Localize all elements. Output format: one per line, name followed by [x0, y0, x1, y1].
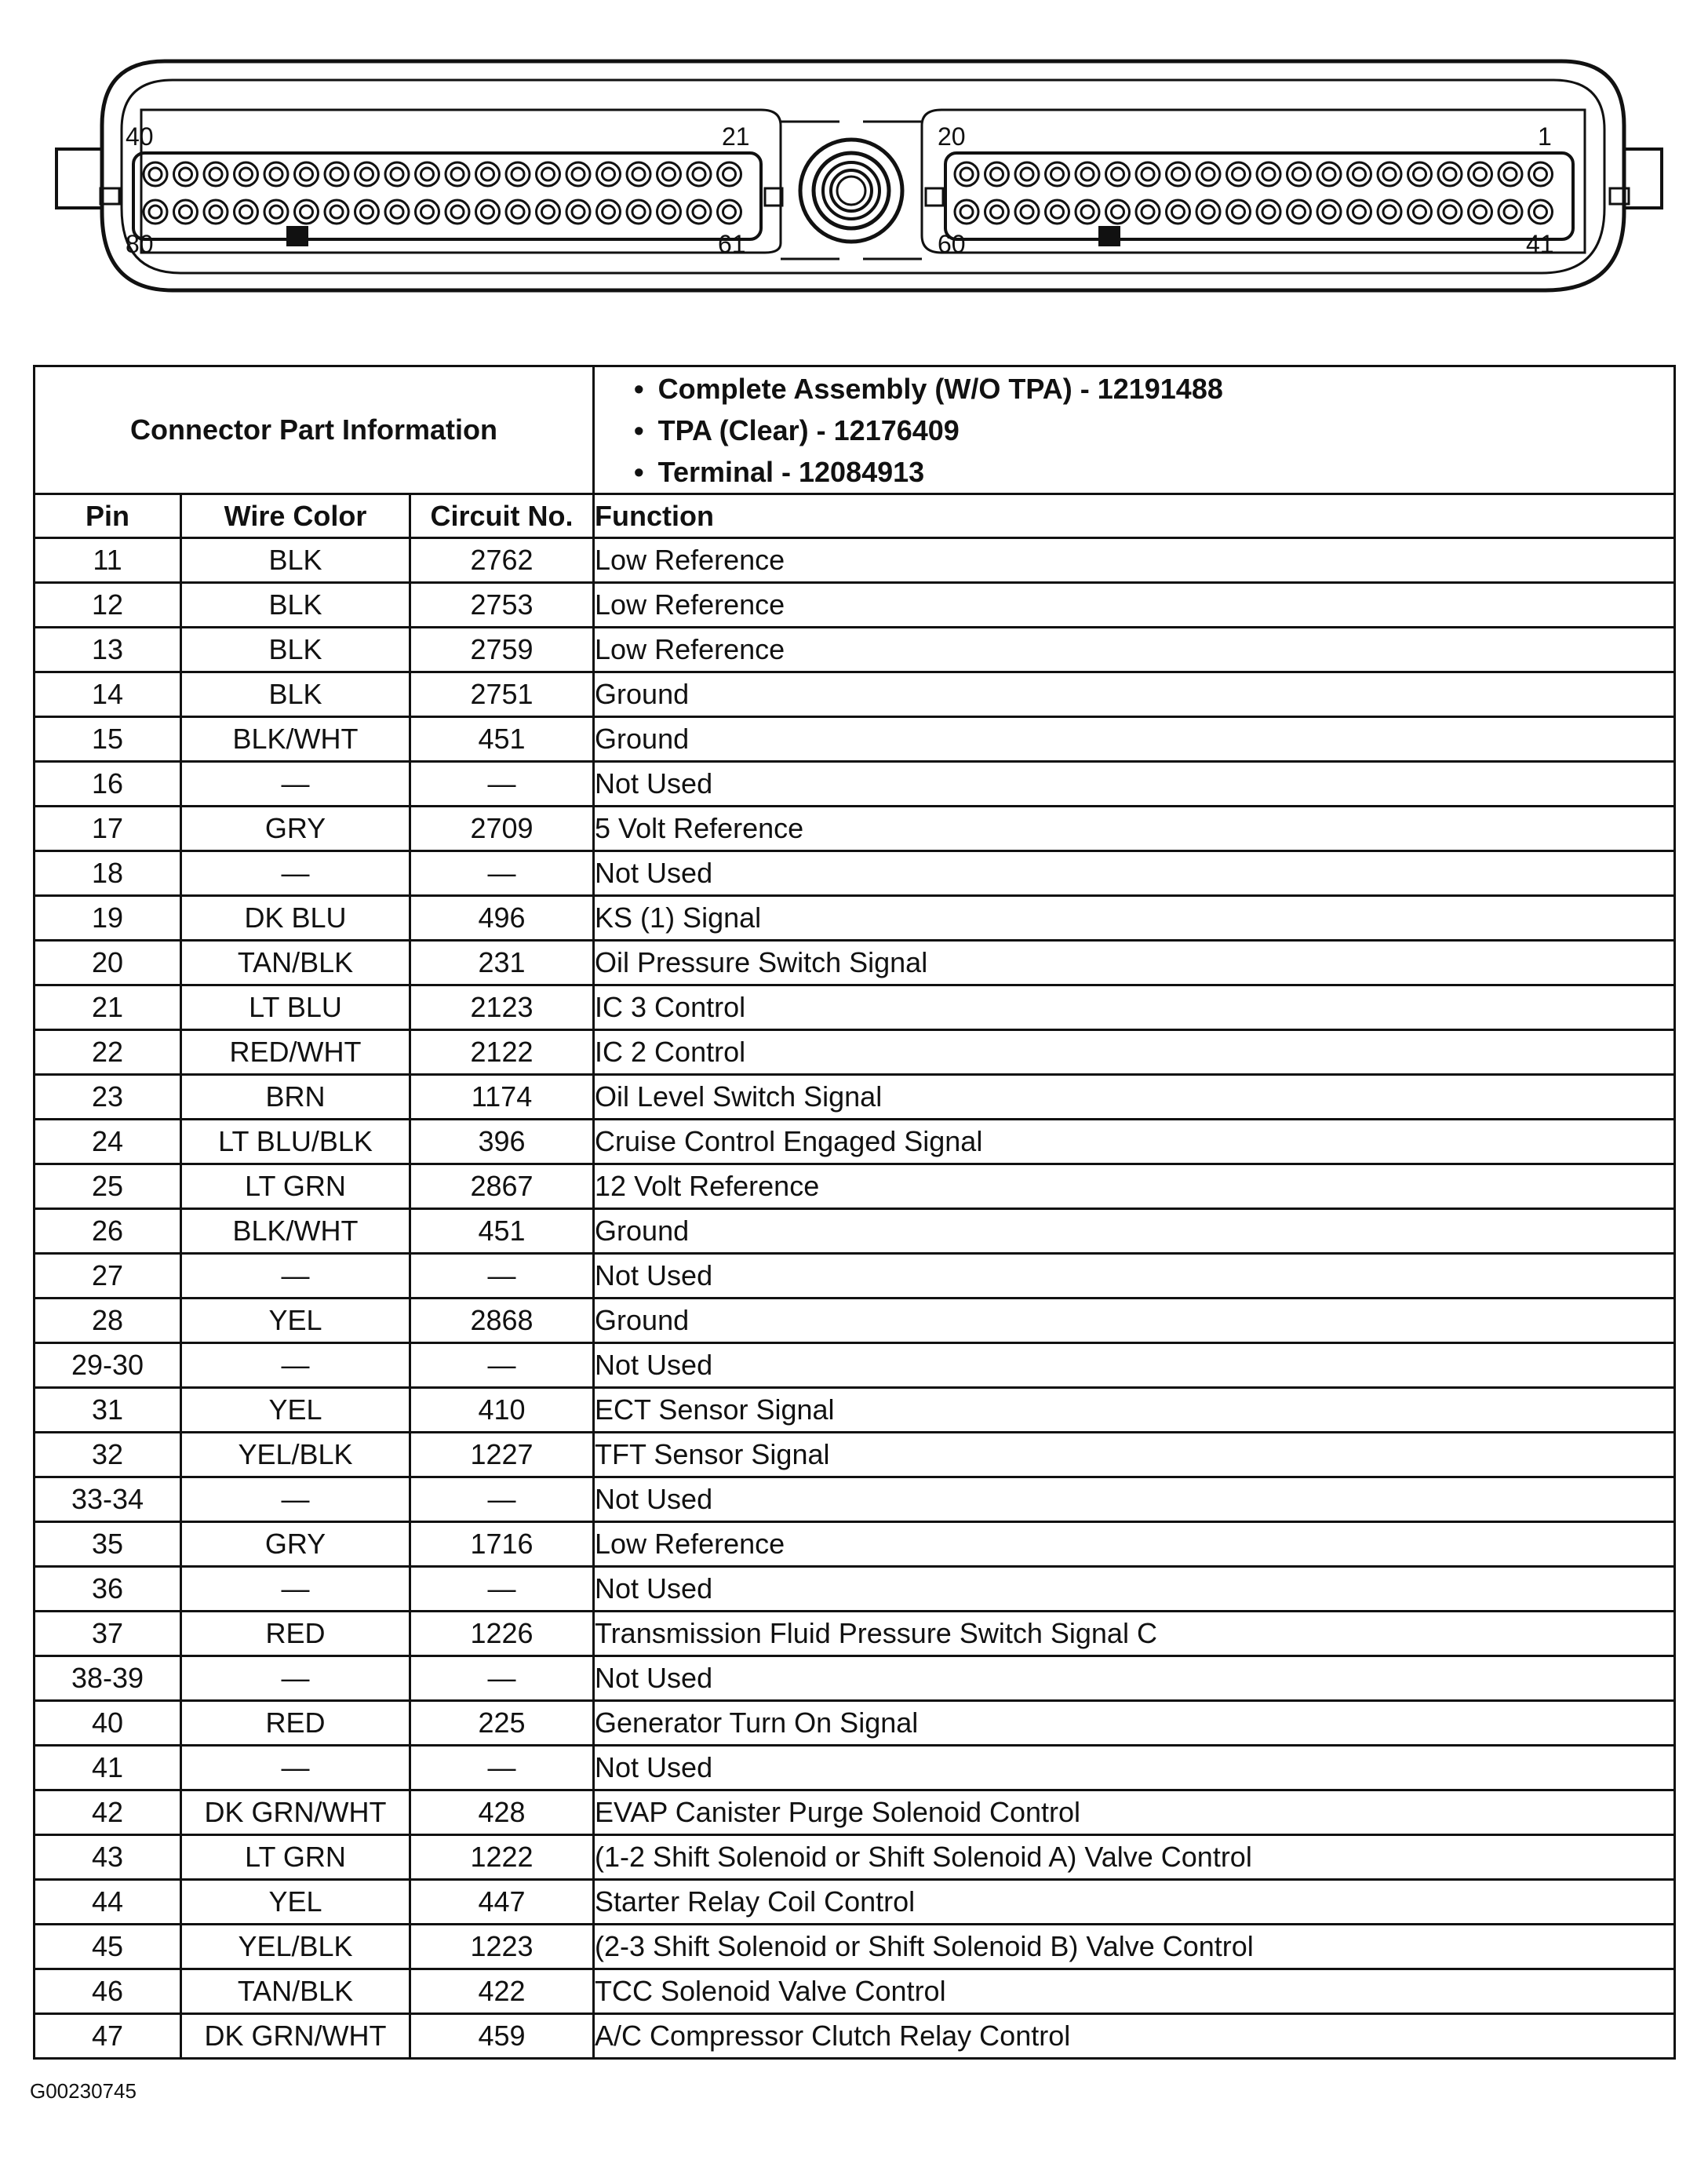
pin-socket: [295, 162, 319, 186]
pin-socket: [1287, 162, 1311, 186]
pin-socket: [1378, 162, 1401, 186]
circuit-no-cell: 459: [410, 2014, 594, 2059]
pin-socket: [1438, 162, 1462, 186]
connector-diagram: [55, 47, 1663, 306]
function-cell: Ground: [594, 1209, 1675, 1254]
circuit-no-cell: 2868: [410, 1299, 594, 1343]
circuit-no-cell: 1222: [410, 1835, 594, 1880]
wire-color-cell: —: [181, 762, 410, 807]
table-row: [35, 1656, 1675, 1701]
pin-socket: [1529, 162, 1553, 186]
pin-socket: [657, 200, 681, 224]
table-row: [35, 896, 1675, 941]
column-header-wire-color: Wire Color: [181, 494, 410, 538]
wire-color-cell: LT GRN: [181, 1835, 410, 1880]
column-header-function: Function: [594, 494, 1675, 538]
pin-socket: [325, 200, 348, 224]
circuit-no-cell: 2751: [410, 672, 594, 717]
wire-color-cell: YEL: [181, 1880, 410, 1925]
pin-socket: [657, 162, 681, 186]
table-row: [35, 1522, 1675, 1567]
pin-socket: [1408, 162, 1432, 186]
pin-socket: [204, 162, 228, 186]
pin-socket: [1408, 200, 1432, 224]
pin-label-61: 61: [718, 230, 746, 258]
wire-color-cell: BRN: [181, 1075, 410, 1120]
function-cell: Oil Level Switch Signal: [594, 1075, 1675, 1120]
pin-socket: [955, 200, 978, 224]
circuit-no-cell: 2867: [410, 1164, 594, 1209]
table-row: [35, 1164, 1675, 1209]
function-cell: Low Reference: [594, 628, 1675, 672]
function-cell: Not Used: [594, 1567, 1675, 1612]
pin-cell: 47: [35, 2014, 181, 2059]
pin-socket: [174, 162, 198, 186]
wire-color-cell: —: [181, 1343, 410, 1388]
pin-cell: 32: [35, 1433, 181, 1477]
pin-socket: [1348, 162, 1371, 186]
pin-socket: [1469, 200, 1492, 224]
wire-color-cell: GRY: [181, 807, 410, 851]
part-info-terminal: • Terminal - 12084913: [634, 451, 1673, 493]
function-cell: Ground: [594, 717, 1675, 762]
function-cell: TFT Sensor Signal: [594, 1433, 1675, 1477]
circuit-no-cell: 422: [410, 1969, 594, 2014]
pin-socket: [1076, 200, 1099, 224]
wire-color-cell: YEL/BLK: [181, 1925, 410, 1969]
pin-cell: 37: [35, 1612, 181, 1656]
function-cell: KS (1) Signal: [594, 896, 1675, 941]
pin-socket: [1529, 200, 1553, 224]
pin-socket: [955, 162, 978, 186]
pin-cell: 35: [35, 1522, 181, 1567]
circuit-no-cell: 396: [410, 1120, 594, 1164]
pin-cell: 14: [35, 672, 181, 717]
function-cell: 5 Volt Reference: [594, 807, 1675, 851]
table-row: [35, 1030, 1675, 1075]
circuit-no-cell: 231: [410, 941, 594, 985]
wire-color-cell: LT BLU/BLK: [181, 1120, 410, 1164]
pin-socket: [1076, 162, 1099, 186]
circuit-no-cell: —: [410, 1567, 594, 1612]
pin-socket: [476, 200, 500, 224]
function-cell: Ground: [594, 1299, 1675, 1343]
pin-socket: [1015, 162, 1039, 186]
wire-color-cell: BLK: [181, 628, 410, 672]
function-cell: Not Used: [594, 851, 1675, 896]
function-cell: Low Reference: [594, 583, 1675, 628]
pin-cell: 42: [35, 1790, 181, 1835]
pin-socket: [1469, 162, 1492, 186]
pin-cell: 29-30: [35, 1343, 181, 1388]
pin-cell: 41: [35, 1746, 181, 1790]
pin-socket: [416, 200, 439, 224]
wire-color-cell: TAN/BLK: [181, 1969, 410, 2014]
pin-socket: [1378, 200, 1401, 224]
wire-color-cell: YEL/BLK: [181, 1433, 410, 1477]
circuit-no-cell: 1174: [410, 1075, 594, 1120]
connector-part-info-label: Connector Part Information: [35, 366, 594, 494]
pin-socket: [174, 200, 198, 224]
function-cell: Not Used: [594, 1477, 1675, 1522]
wire-color-cell: DK GRN/WHT: [181, 2014, 410, 2059]
table-row: [35, 1835, 1675, 1880]
pin-socket: [985, 162, 1009, 186]
function-cell: A/C Compressor Clutch Relay Control: [594, 2014, 1675, 2059]
pin-cell: 17: [35, 807, 181, 851]
table-row: [35, 672, 1675, 717]
circuit-no-cell: —: [410, 851, 594, 896]
wire-color-cell: LT GRN: [181, 1164, 410, 1209]
pin-socket: [506, 200, 530, 224]
wire-color-cell: BLK/WHT: [181, 717, 410, 762]
pin-cell: 20: [35, 941, 181, 985]
circuit-no-cell: 451: [410, 717, 594, 762]
table-row: [35, 1880, 1675, 1925]
pin-socket: [1317, 200, 1341, 224]
circuit-no-cell: —: [410, 1477, 594, 1522]
function-cell: (2-3 Shift Solenoid or Shift Solenoid B) Valve Control: [594, 1925, 1675, 1969]
pin-socket: [325, 162, 348, 186]
table-row: [35, 1612, 1675, 1656]
pin-label-40: 40: [126, 122, 154, 151]
table-row: [35, 1925, 1675, 1969]
table-row: [35, 1433, 1675, 1477]
connector-pinout-table: [33, 365, 1676, 2060]
pin-cell: 16: [35, 762, 181, 807]
pin-socket: [597, 162, 621, 186]
function-cell: EVAP Canister Purge Solenoid Control: [594, 1790, 1675, 1835]
center-bolt: [781, 122, 922, 259]
table-row: [35, 628, 1675, 672]
wire-color-cell: LT BLU: [181, 985, 410, 1030]
circuit-no-cell: 2753: [410, 583, 594, 628]
wire-color-cell: YEL: [181, 1299, 410, 1343]
pin-socket: [1167, 162, 1190, 186]
pin-socket: [144, 200, 167, 224]
pin-cell: 43: [35, 1835, 181, 1880]
connector-part-numbers: [594, 366, 1675, 494]
table-row: [35, 1969, 1675, 2014]
column-header-circuit-no: Circuit No.: [410, 494, 594, 538]
pin-socket: [1257, 162, 1280, 186]
wire-color-cell: TAN/BLK: [181, 941, 410, 985]
table-row: [35, 762, 1675, 807]
pin-socket: [627, 200, 650, 224]
function-cell: (1-2 Shift Solenoid or Shift Solenoid A) Valve Control: [594, 1835, 1675, 1880]
function-cell: Generator Turn On Signal: [594, 1701, 1675, 1746]
pin-cell: 15: [35, 717, 181, 762]
pin-cell: 31: [35, 1388, 181, 1433]
pin-socket: [506, 162, 530, 186]
pin-cell: 45: [35, 1925, 181, 1969]
pin-socket: [1438, 200, 1462, 224]
pin-socket: [687, 162, 711, 186]
function-cell: Not Used: [594, 1656, 1675, 1701]
table-row: [35, 583, 1675, 628]
function-cell: Not Used: [594, 1343, 1675, 1388]
pin-cell: 12: [35, 583, 181, 628]
table-row: [35, 1209, 1675, 1254]
pin-socket: [1106, 162, 1130, 186]
table-row: [35, 1790, 1675, 1835]
pin-socket: [537, 162, 560, 186]
table-row: [35, 1299, 1675, 1343]
circuit-no-cell: 1716: [410, 1522, 594, 1567]
pin-cell: 11: [35, 538, 181, 583]
pin-cell: 18: [35, 851, 181, 896]
wire-color-cell: RED: [181, 1701, 410, 1746]
table-row: [35, 1477, 1675, 1522]
function-cell: Low Reference: [594, 538, 1675, 583]
function-cell: Not Used: [594, 1254, 1675, 1299]
function-cell: 12 Volt Reference: [594, 1164, 1675, 1209]
pin-socket: [385, 162, 409, 186]
table-row: [35, 1388, 1675, 1433]
pin-socket: [235, 200, 258, 224]
pin-socket: [144, 162, 167, 186]
pin-socket: [1227, 200, 1251, 224]
function-cell: Cruise Control Engaged Signal: [594, 1120, 1675, 1164]
part-info-assembly: • Complete Assembly (W/O TPA) - 12191488: [634, 368, 1673, 410]
pin-cell: 40: [35, 1701, 181, 1746]
pin-label-21: 21: [722, 122, 750, 151]
pin-cell: 22: [35, 1030, 181, 1075]
pin-socket: [1106, 200, 1130, 224]
circuit-no-cell: 1226: [410, 1612, 594, 1656]
pin-socket: [985, 200, 1009, 224]
function-cell: Not Used: [594, 762, 1675, 807]
pin-socket: [627, 162, 650, 186]
table-row: [35, 1701, 1675, 1746]
table-row: [35, 1120, 1675, 1164]
function-cell: Not Used: [594, 1746, 1675, 1790]
wire-color-cell: GRY: [181, 1522, 410, 1567]
pin-label-80: 80: [126, 230, 154, 258]
left-latch: [56, 149, 102, 208]
pin-socket: [1317, 162, 1341, 186]
pin-cell: 19: [35, 896, 181, 941]
pin-socket: [566, 200, 590, 224]
table-row: [35, 985, 1675, 1030]
pin-socket: [264, 162, 288, 186]
table-row: [35, 1343, 1675, 1388]
wire-color-cell: DK BLU: [181, 896, 410, 941]
pin-cell: 25: [35, 1164, 181, 1209]
table-row: [35, 1075, 1675, 1120]
table-row: [35, 1746, 1675, 1790]
circuit-no-cell: 451: [410, 1209, 594, 1254]
circuit-no-cell: —: [410, 1746, 594, 1790]
part-info-tpa: • TPA (Clear) - 12176409: [634, 410, 1673, 451]
wire-color-cell: —: [181, 1656, 410, 1701]
pin-label-20: 20: [938, 122, 966, 151]
wire-color-cell: BLK/WHT: [181, 1209, 410, 1254]
pin-socket: [355, 200, 379, 224]
pin-socket: [446, 200, 469, 224]
pin-socket: [295, 200, 319, 224]
circuit-no-cell: 428: [410, 1790, 594, 1835]
pin-socket: [597, 200, 621, 224]
pin-socket: [1227, 162, 1251, 186]
function-cell: Starter Relay Coil Control: [594, 1880, 1675, 1925]
pin-socket: [1196, 162, 1220, 186]
table-row: [35, 538, 1675, 583]
pin-label-41: 41: [1526, 230, 1554, 258]
pin-cell: 28: [35, 1299, 181, 1343]
circuit-no-cell: —: [410, 1343, 594, 1388]
wire-color-cell: BLK: [181, 672, 410, 717]
function-cell: Oil Pressure Switch Signal: [594, 941, 1675, 985]
function-cell: Ground: [594, 672, 1675, 717]
wire-color-cell: DK GRN/WHT: [181, 1790, 410, 1835]
pin-cell: 24: [35, 1120, 181, 1164]
function-cell: ECT Sensor Signal: [594, 1388, 1675, 1433]
left-pin-block: [133, 110, 782, 253]
pin-cell: 44: [35, 1880, 181, 1925]
function-cell: IC 3 Control: [594, 985, 1675, 1030]
function-cell: TCC Solenoid Valve Control: [594, 1969, 1675, 2014]
pin-socket: [1287, 200, 1311, 224]
pin-cell: 26: [35, 1209, 181, 1254]
circuit-no-cell: 2709: [410, 807, 594, 851]
right-pin-block: [922, 110, 1585, 253]
circuit-no-cell: 2123: [410, 985, 594, 1030]
pin-socket: [1257, 200, 1280, 224]
pin-socket: [264, 200, 288, 224]
pin-cell: 21: [35, 985, 181, 1030]
wire-color-cell: —: [181, 1567, 410, 1612]
circuit-no-cell: 1223: [410, 1925, 594, 1969]
pin-socket: [718, 162, 741, 186]
pin-socket: [1499, 162, 1522, 186]
table-row: [35, 851, 1675, 896]
circuit-no-cell: 496: [410, 896, 594, 941]
wire-color-cell: —: [181, 1477, 410, 1522]
table-row: [35, 1254, 1675, 1299]
table-row: [35, 717, 1675, 762]
column-header-pin: Pin: [35, 494, 181, 538]
function-cell: Low Reference: [594, 1522, 1675, 1567]
pin-cell: 13: [35, 628, 181, 672]
wire-color-cell: RED/WHT: [181, 1030, 410, 1075]
pin-socket: [566, 162, 590, 186]
pin-label-60: 60: [938, 230, 966, 258]
wire-color-cell: —: [181, 1254, 410, 1299]
circuit-no-cell: 410: [410, 1388, 594, 1433]
circuit-no-cell: 225: [410, 1701, 594, 1746]
pin-socket: [1348, 200, 1371, 224]
circuit-no-cell: 2762: [410, 538, 594, 583]
wire-color-cell: —: [181, 1746, 410, 1790]
circuit-no-cell: —: [410, 1254, 594, 1299]
wire-color-cell: RED: [181, 1612, 410, 1656]
pin-socket: [385, 200, 409, 224]
pin-socket: [204, 200, 228, 224]
pin-socket: [537, 200, 560, 224]
pin-cell: 27: [35, 1254, 181, 1299]
table-row: [35, 941, 1675, 985]
pin-socket: [687, 200, 711, 224]
function-cell: IC 2 Control: [594, 1030, 1675, 1075]
wire-color-cell: YEL: [181, 1388, 410, 1433]
pin-socket: [718, 200, 741, 224]
table-row: [35, 2014, 1675, 2059]
circuit-no-cell: —: [410, 762, 594, 807]
figure-id: G00230745: [30, 2079, 137, 2103]
pin-socket: [1136, 200, 1160, 224]
wire-color-cell: BLK: [181, 538, 410, 583]
pin-socket: [1196, 200, 1220, 224]
pin-cell: 46: [35, 1969, 181, 2014]
table-row: [35, 1567, 1675, 1612]
pin-cell: 33-34: [35, 1477, 181, 1522]
circuit-no-cell: 1227: [410, 1433, 594, 1477]
circuit-no-cell: —: [410, 1656, 594, 1701]
circuit-no-cell: 447: [410, 1880, 594, 1925]
pin-socket: [355, 162, 379, 186]
pin-socket: [1136, 162, 1160, 186]
circuit-no-cell: 2759: [410, 628, 594, 672]
pin-socket: [476, 162, 500, 186]
pin-socket: [1046, 162, 1069, 186]
function-cell: Transmission Fluid Pressure Switch Signal C: [594, 1612, 1675, 1656]
pin-cell: 23: [35, 1075, 181, 1120]
circuit-no-cell: 2122: [410, 1030, 594, 1075]
pin-label-1: 1: [1538, 122, 1552, 151]
pin-socket: [446, 162, 469, 186]
table-row: [35, 807, 1675, 851]
pin-socket: [1046, 200, 1069, 224]
pin-socket: [1167, 200, 1190, 224]
pin-cell: 36: [35, 1567, 181, 1612]
pin-socket: [1499, 200, 1522, 224]
pin-socket: [1015, 200, 1039, 224]
wire-color-cell: —: [181, 851, 410, 896]
pin-cell: 38-39: [35, 1656, 181, 1701]
pin-socket: [235, 162, 258, 186]
wire-color-cell: BLK: [181, 583, 410, 628]
pin-socket: [416, 162, 439, 186]
